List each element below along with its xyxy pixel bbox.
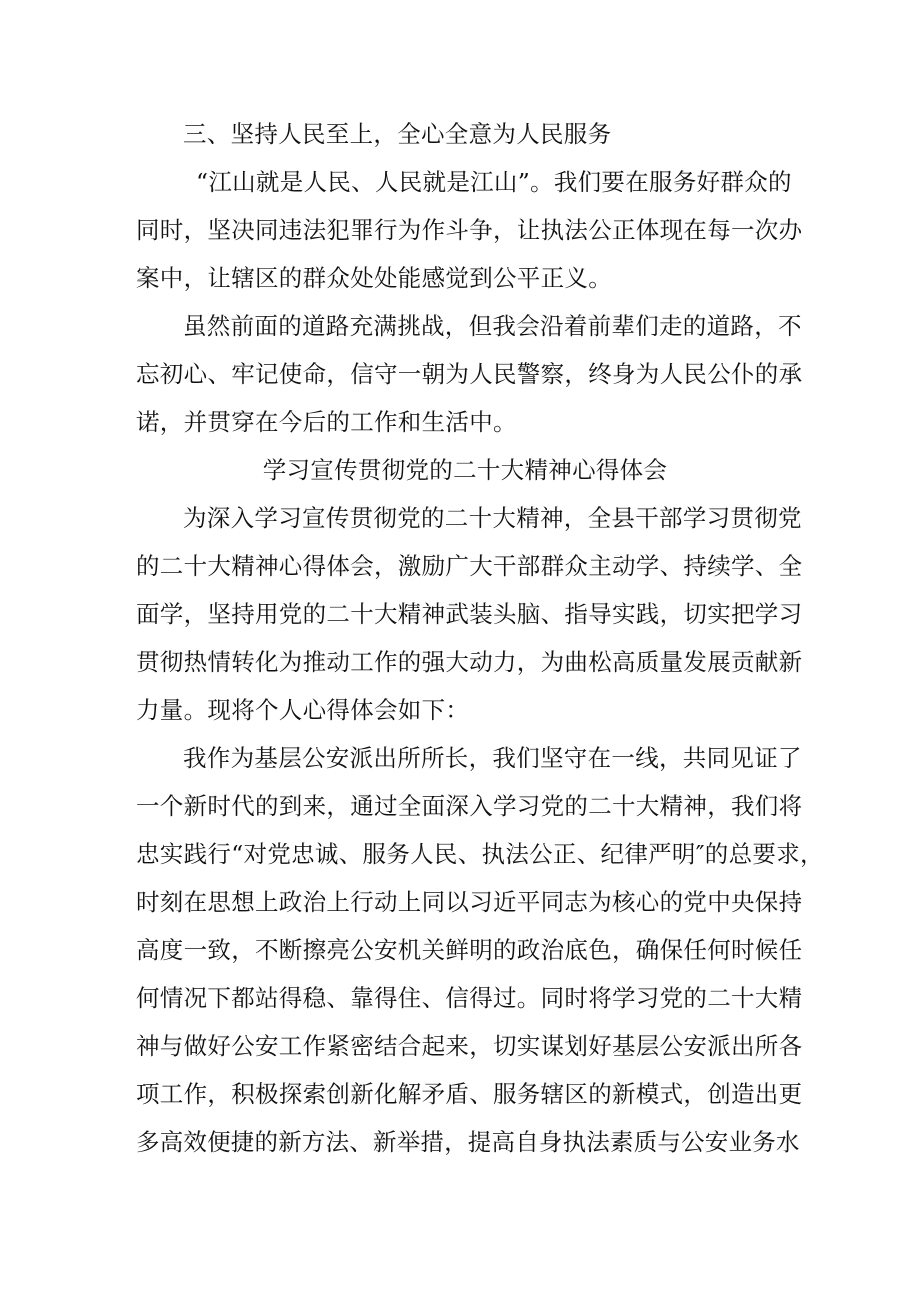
paragraph-line: 多高效便捷的新方法、新举措，提高自身执法素质与公安业务水 xyxy=(136,1128,800,1156)
paragraph-line: 的二十大精神心得体会，激励广大干部群众主动学、持续学、全 xyxy=(136,552,803,580)
paragraph-line: 忘初心、牢记使命，信守一朝为人民警察，终身为人民公仆的承 xyxy=(136,360,803,388)
paragraph-line: 诺，并贯穿在今后的工作和生活中。 xyxy=(136,408,517,436)
section-heading: 三、坚持人民至上，全心全意为人民服务 xyxy=(183,120,612,148)
paragraph-line: 案中，让辖区的群众处处能感觉到公平正义。 xyxy=(136,264,612,292)
paragraph-line: 我作为基层公安派出所所长，我们坚守在一线，共同见证了 xyxy=(183,744,802,772)
paragraph-line: 何情况下都站得稳、靠得住、信得过。同时将学习党的二十大精 xyxy=(136,984,803,1012)
paragraph-line: 忠实践行“对党忠诚、服务人民、执法公正、纪律严明″的总要求， xyxy=(136,840,824,868)
paragraph-line: 力量。现将个人心得体会如下： xyxy=(136,696,470,724)
paragraph-line: 高度一致，不断擦亮公安机关鲜明的政治底色，确保任何时候任 xyxy=(136,936,803,964)
paragraph-line: 面学，坚持用党的二十大精神武装头脑、指导实践，切实把学习 xyxy=(136,600,803,628)
paragraph-line: 一个新时代的到来，通过全面深入学习党的二十大精神，我们将 xyxy=(136,792,803,820)
paragraph-line: 虽然前面的道路充满挑战，但我会沿着前辈们走的道路，不 xyxy=(183,312,802,340)
paragraph-line: 同时，坚决同违法犯罪行为作斗争，让执法公正体现在每一次办 xyxy=(136,216,803,244)
paragraph-line: 项工作，积极探索创新化解矛盾、服务辖区的新模式，创造出更 xyxy=(136,1080,803,1108)
paragraph-line: “江山就是人民、人民就是江山”。我们要在服务好群众的 xyxy=(196,168,792,196)
paragraph-line: 时刻在思想上政治上行动上同以习近平同志为核心的党中央保持 xyxy=(136,888,803,916)
paragraph-line: 贯彻热情转化为推动工作的强大动力，为曲松高质量发展贡献新 xyxy=(136,648,803,676)
document-title: 学习宣传贯彻党的二十大精神心得体会 xyxy=(262,456,668,484)
paragraph-line: 为深入学习宣传贯彻党的二十大精神，全县干部学习贯彻党 xyxy=(183,504,802,532)
paragraph-line: 神与做好公安工作紧密结合起来，切实谋划好基层公安派出所各 xyxy=(136,1032,803,1060)
document-body xyxy=(136,110,824,1166)
